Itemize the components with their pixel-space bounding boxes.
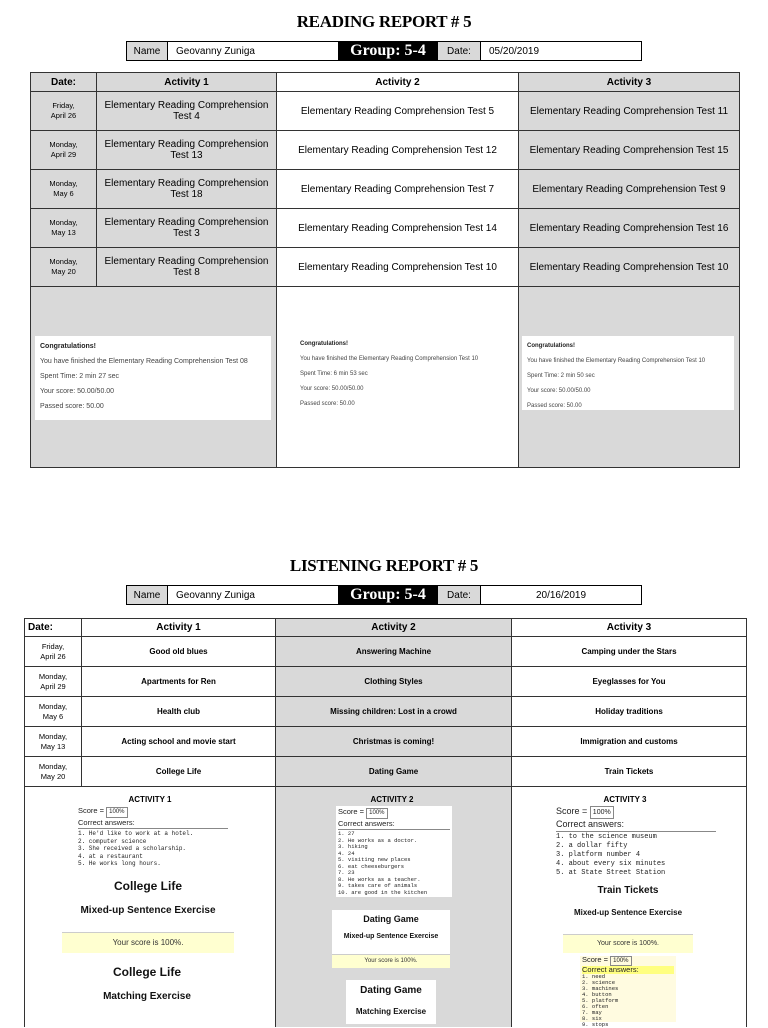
table-row: [31, 131, 740, 170]
date-label: Date:: [438, 42, 481, 60]
activity-3-cell: Immigration and customs: [512, 727, 747, 757]
answer-item: 3. platform number 4: [556, 851, 641, 859]
date-month: May 20: [51, 267, 76, 276]
activity-3-cell: Train Tickets: [512, 757, 747, 787]
date-day: Monday,: [38, 701, 68, 711]
header-activity-1: Activity 1: [82, 619, 276, 637]
table-row: [25, 697, 747, 727]
answer-item: 5. platform: [582, 997, 619, 1004]
dating-game-mixed-box: [332, 910, 450, 954]
row-date: [25, 697, 82, 727]
answer-item: 7. 23: [338, 869, 355, 876]
answer-item: 4. 24: [338, 849, 355, 857]
box-subtitle: Mixed-up Sentence Exercise: [343, 933, 439, 940]
result-screenshot-1: [35, 336, 271, 420]
answer-item: 10. are good in the kitchen: [338, 888, 428, 896]
congrats-heading: Congratulations!: [527, 343, 575, 349]
date-month: May 6: [42, 711, 64, 721]
passed-score: Passed score: 50.00: [527, 403, 582, 409]
answer-item: 4. button: [582, 991, 612, 998]
header-activity-3: Activity 3: [519, 73, 740, 92]
activity-1-cell: Elementary Reading Comprehension Test 13: [97, 131, 277, 170]
train-tickets-matching-answers: [580, 955, 676, 1028]
finished-text: You have finished the Elementary Reading Comprehension Test 08: [40, 358, 248, 365]
table-row: [31, 92, 740, 131]
score-banner: Your score is 100%.: [332, 954, 450, 968]
date-day: Monday,: [38, 731, 68, 741]
spent-time: Spent Time: 2 min 27 sec: [40, 373, 119, 380]
activity-3-cell: Elementary Reading Comprehension Test 15: [519, 131, 740, 170]
your-score: Your score: 50.00/50.00: [40, 388, 115, 395]
activity-3-cell: Holiday traditions: [512, 697, 747, 727]
answer-item: 5. He works long hours.: [78, 860, 161, 867]
activity-1-cell: Apartments for Ren: [82, 667, 276, 697]
answer-item: 4. at a restaurant: [78, 852, 143, 860]
row-date: [31, 92, 97, 131]
listening-meta-bar: [126, 585, 642, 605]
student-name: Geovanny Zuniga: [168, 42, 339, 60]
activity-1-cell: Elementary Reading Comprehension Test 8: [97, 248, 277, 287]
table-row: [31, 170, 740, 209]
score-label: Score =: [556, 806, 588, 816]
correct-answers-label: Correct answers:: [582, 966, 674, 974]
activity-1-cell: Elementary Reading Comprehension Test 4: [97, 92, 277, 131]
reading-report-title: READING REPORT # 5: [296, 12, 472, 31]
answer-item: 7. may: [582, 1009, 602, 1016]
answer-item: 2. a dollar fifty: [556, 842, 628, 850]
activity-3-cell: Elementary Reading Comprehension Test 9: [519, 170, 740, 209]
answer-item: 5. at State Street Station: [556, 869, 666, 877]
evidence-activity-2-answers: [336, 806, 452, 897]
result-screenshot-3: [522, 336, 734, 410]
answer-item: 6. often: [582, 1003, 609, 1010]
date-month: April 26: [50, 111, 77, 120]
congrats-heading: Congratulations!: [300, 341, 348, 347]
date-month: April 26: [40, 651, 66, 661]
spent-time: Spent Time: 6 min 53 sec: [300, 371, 368, 377]
box-subtitle: Mixed-up Sentence Exercise: [80, 905, 216, 916]
row-date: [25, 727, 82, 757]
header-activity-2: Activity 2: [276, 619, 512, 637]
answer-item: 3. machines: [582, 985, 619, 992]
score-banner: Your score is 100%.: [62, 932, 234, 953]
date-day: Monday,: [49, 257, 78, 266]
date-month: May 20: [40, 771, 66, 781]
answer-item: 1. 27: [338, 830, 355, 837]
listening-header-row: [25, 619, 747, 637]
date-day: Monday,: [38, 761, 68, 771]
row-date: [31, 209, 97, 248]
activity-2-cell: Clothing Styles: [276, 667, 512, 697]
answer-item: 1. need: [582, 973, 606, 980]
score-label: Score =: [582, 955, 609, 964]
date-label: Date:: [438, 586, 481, 604]
student-name: Geovanny Zuniga: [168, 586, 339, 604]
activity-2-cell: Elementary Reading Comprehension Test 14: [277, 209, 519, 248]
date-day: Monday,: [49, 140, 78, 149]
table-row: [25, 727, 747, 757]
answer-item: 9. stops: [582, 1021, 609, 1028]
college-life-matching-box: [86, 962, 208, 1022]
box-title: Dating Game: [363, 914, 419, 924]
answer-item: 8. He works as a teacher.: [338, 875, 421, 883]
evidence-activity-3-answers: [556, 806, 716, 878]
answer-item: 8. six: [582, 1015, 602, 1022]
activity-1-cell: College Life: [82, 757, 276, 787]
row-date: [25, 667, 82, 697]
score-value: 100%: [366, 808, 387, 819]
header-date: Date:: [25, 619, 82, 637]
row-date: [31, 170, 97, 209]
table-row: [31, 209, 740, 248]
header-date: Date:: [31, 73, 97, 92]
name-label: Name: [127, 586, 168, 604]
correct-answers-label: Correct answers:: [556, 819, 625, 829]
score-label: Score =: [78, 806, 105, 815]
activity-2-cell: Elementary Reading Comprehension Test 5: [277, 92, 519, 131]
group-label: Group: 5-4: [339, 42, 438, 60]
listening-report-title: LISTENING REPORT # 5: [289, 556, 479, 575]
answer-item: 2. computer science: [78, 837, 147, 845]
passed-score: Passed score: 50.00: [40, 403, 104, 410]
spent-time: Spent Time: 2 min 50 sec: [527, 373, 595, 379]
answer-item: 1. to the science museum: [556, 833, 657, 841]
date-month: April 29: [50, 150, 77, 159]
answer-item: 9. takes care of animals: [338, 882, 418, 889]
passed-score: Passed score: 50.00: [300, 401, 355, 407]
evidence-activity-1-answers: [78, 806, 228, 868]
activity-2-cell: Elementary Reading Comprehension Test 7: [277, 170, 519, 209]
answer-item: 3. She received a scholarship.: [78, 845, 187, 852]
train-tickets-mixed-box: [563, 880, 693, 932]
row-date: [25, 757, 82, 787]
correct-answers-label: Correct answers:: [78, 818, 135, 827]
header-activity-1: Activity 1: [97, 73, 277, 92]
activity-1-cell: Acting school and movie start: [82, 727, 276, 757]
answer-item: 5. visiting new places: [338, 856, 411, 863]
header-activity-2: Activity 2: [277, 73, 519, 92]
congrats-heading: Congratulations!: [40, 343, 96, 350]
evidence-activity-3-heading: ACTIVITY 3: [603, 795, 647, 804]
activity-2-cell: Christmas is coming!: [276, 727, 512, 757]
reading-meta-bar: [126, 41, 642, 61]
finished-text: You have finished the Elementary Reading Comprehension Test 10: [527, 358, 706, 364]
reading-header-row: [31, 73, 740, 92]
your-score: Your score: 50.00/50.00: [300, 386, 364, 392]
activity-2-cell: Elementary Reading Comprehension Test 10: [277, 248, 519, 287]
date-day: Monday,: [38, 671, 68, 681]
evidence-activity-2-heading: ACTIVITY 2: [370, 795, 414, 804]
date-day: Monday,: [49, 179, 78, 188]
row-date: [31, 131, 97, 170]
score-value: 100%: [106, 807, 127, 818]
date-month: May 6: [53, 189, 74, 198]
result-screenshot-2: [295, 334, 495, 410]
activity-3-cell: Eyeglasses for You: [512, 667, 747, 697]
box-subtitle: Matching Exercise: [103, 991, 191, 1002]
box-subtitle: Matching Exercise: [355, 1007, 427, 1016]
report-date: 20/16/2019: [535, 589, 587, 601]
table-row: [25, 637, 747, 667]
box-title: Dating Game: [360, 985, 422, 996]
activity-1-cell: Elementary Reading Comprehension Test 3: [97, 209, 277, 248]
score-label: Score =: [338, 807, 365, 816]
answer-item: 3. hiking: [338, 843, 368, 850]
activity-3-cell: Camping under the Stars: [512, 637, 747, 667]
name-label: Name: [127, 42, 168, 60]
answer-item: 4. about every six minutes: [556, 860, 666, 868]
activity-1-cell: Elementary Reading Comprehension Test 18: [97, 170, 277, 209]
row-date: [31, 248, 97, 287]
report-date: 05/20/2019: [489, 45, 540, 57]
activity-1-cell: Health club: [82, 697, 276, 727]
box-title: Train Tickets: [597, 885, 659, 896]
finished-text: You have finished the Elementary Reading Comprehension Test 10: [300, 356, 479, 362]
score-value: 100%: [610, 956, 631, 966]
dating-game-matching-box: [346, 980, 436, 1024]
evidence-activity-1-heading: ACTIVITY 1: [128, 795, 172, 804]
activity-2-cell: Elementary Reading Comprehension Test 12: [277, 131, 519, 170]
date-month: May 13: [40, 741, 66, 751]
group-label: Group: 5-4: [339, 586, 438, 604]
score-value: 100%: [590, 806, 614, 819]
college-life-mixed-box: [62, 876, 234, 930]
box-subtitle: Mixed-up Sentence Exercise: [573, 908, 683, 917]
activity-3-cell: Elementary Reading Comprehension Test 10: [519, 248, 740, 287]
row-date: [25, 637, 82, 667]
date-month: May 13: [51, 228, 76, 237]
date-month: April 29: [40, 681, 66, 691]
table-row: [25, 667, 747, 697]
box-title: College Life: [113, 879, 182, 893]
answer-item: 2. science: [582, 979, 616, 986]
header-activity-3: Activity 3: [512, 619, 747, 637]
activity-3-cell: Elementary Reading Comprehension Test 11: [519, 92, 740, 131]
correct-answers-label: Correct answers:: [338, 819, 395, 828]
table-row: [31, 248, 740, 287]
score-banner: Your score is 100%.: [563, 934, 693, 953]
box-title: College Life: [112, 965, 181, 979]
activity-2-cell: Answering Machine: [276, 637, 512, 667]
table-row: [25, 757, 747, 787]
activity-2-cell: Dating Game: [276, 757, 512, 787]
date-day: Friday,: [52, 101, 75, 110]
activity-1-cell: Good old blues: [82, 637, 276, 667]
answer-item: 1. He'd like to work at a hotel.: [78, 830, 194, 837]
answer-item: 6. eat cheeseburgers: [338, 862, 405, 870]
answer-item: 2. He works as a doctor.: [338, 836, 418, 844]
your-score: Your score: 50.00/50.00: [527, 388, 591, 394]
date-day: Monday,: [49, 218, 78, 227]
date-day: Friday,: [41, 641, 65, 651]
activity-3-cell: Elementary Reading Comprehension Test 16: [519, 209, 740, 248]
activity-2-cell: Missing children: Lost in a crowd: [276, 697, 512, 727]
